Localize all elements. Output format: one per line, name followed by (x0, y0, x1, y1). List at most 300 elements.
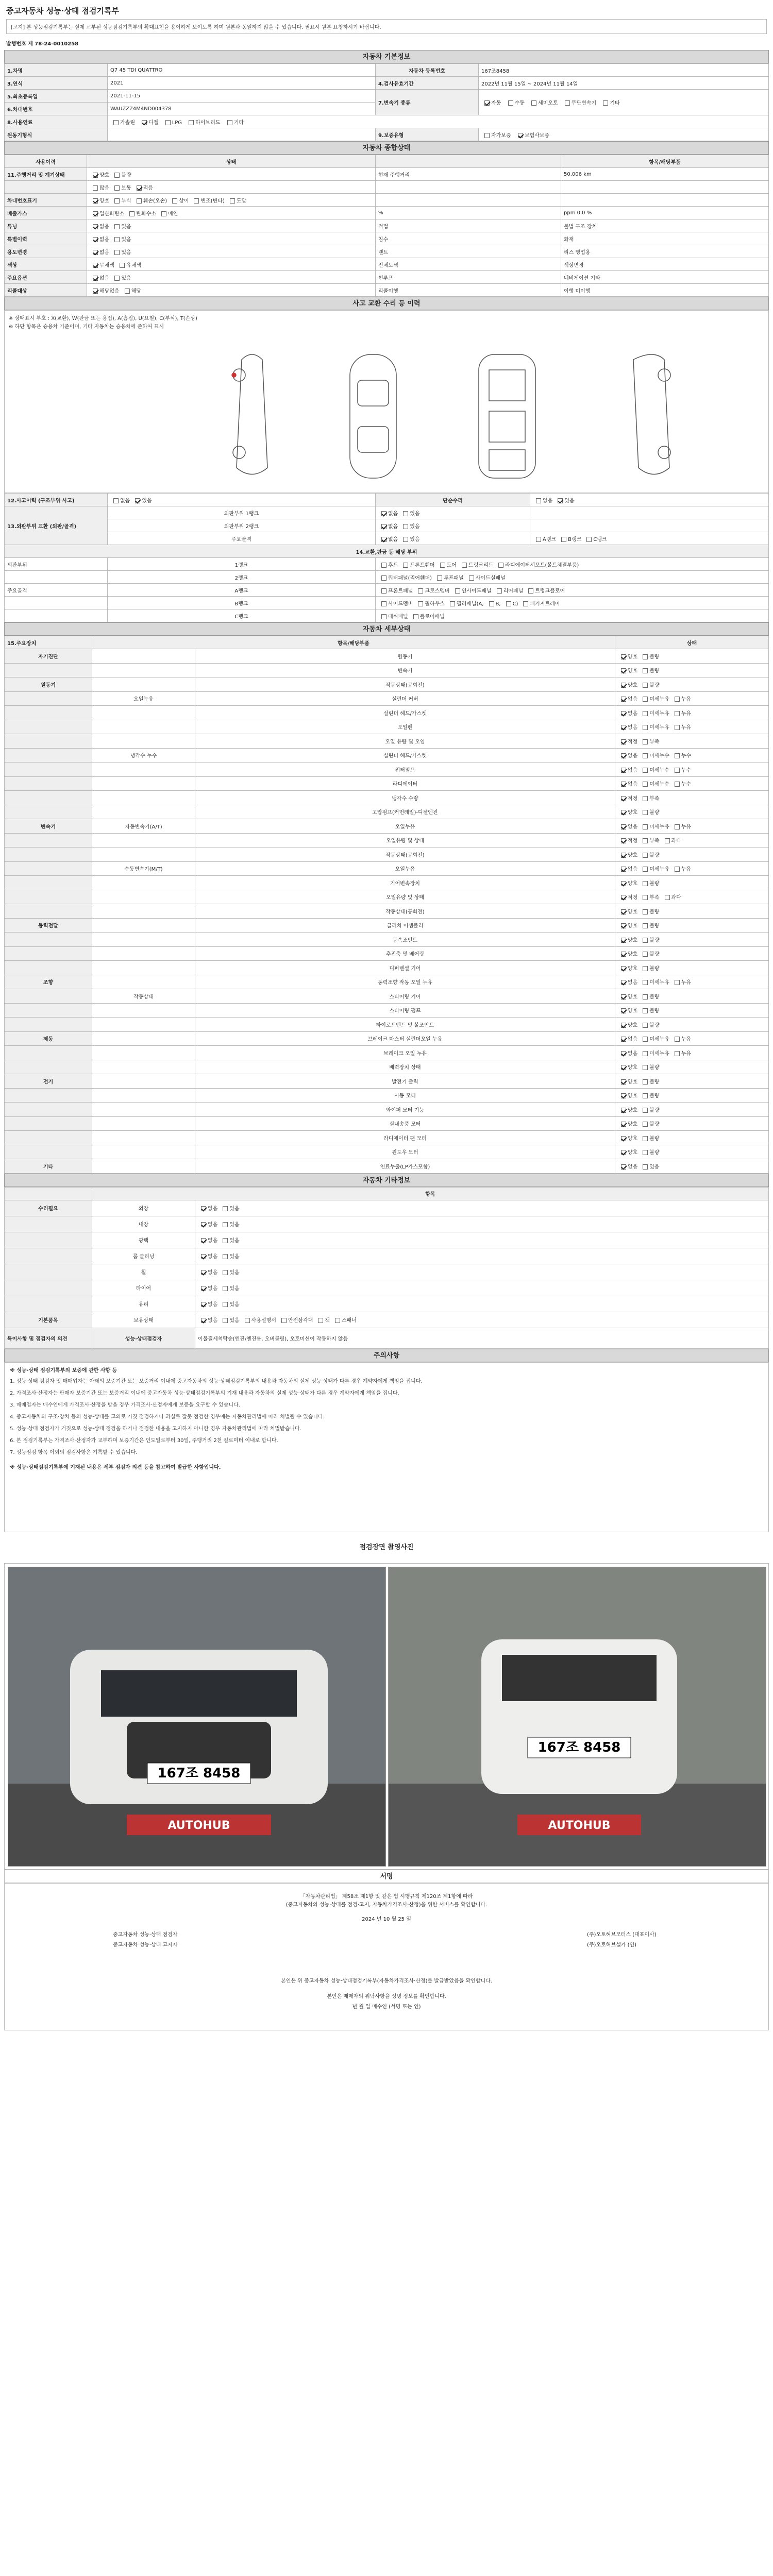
other-item: 보유상태 (92, 1312, 195, 1328)
brand-text: AUTOHUB (548, 1819, 611, 1832)
checkbox (137, 198, 142, 204)
checkbox (643, 938, 648, 943)
other-status (195, 1232, 769, 1248)
caution-line: 1. 성능·상태 점검자 및 매매업자는 아래의 보증기간 또는 보증거리 이내에 중고자동차의 성능·상태점검기록부의 내용과 자동차의 실제 성능 상태가 다른 경우 계약자에게 책임을 집니다. (10, 1378, 423, 1384)
opt-label: 필러패널(A, (456, 601, 484, 607)
opt-label: 미세누유 (649, 1037, 669, 1043)
general-label: 튜닝 (5, 219, 87, 232)
general-row (5, 181, 769, 194)
general-extra: 리콜이행 (376, 284, 561, 297)
checkbox-checked (621, 923, 626, 928)
checkbox-checked (621, 1164, 626, 1170)
checkbox-checked (93, 276, 98, 281)
other-group (5, 1232, 92, 1248)
checkbox (413, 614, 418, 619)
detail-status (615, 961, 768, 975)
checkbox (440, 563, 445, 568)
general-label: 11.주행거리 및 계기상태 (5, 168, 87, 181)
detail-row (5, 833, 769, 848)
detail-group (5, 1060, 92, 1074)
opt-label: 있음 (229, 1206, 240, 1212)
checkbox-checked (621, 980, 626, 985)
checkbox-checked (621, 668, 626, 673)
opt-label: 불량 (649, 937, 660, 943)
rank-options (376, 519, 530, 532)
detail-sub (92, 1088, 195, 1103)
opt-label: 하이브리드 (195, 120, 221, 126)
general-options (87, 168, 376, 181)
checkbox (675, 753, 680, 758)
checkbox (643, 1037, 648, 1042)
opt-label: 루프패널 (444, 575, 464, 581)
label-vin: 6.차대번호 (5, 103, 108, 115)
opt-label: 양호 (99, 198, 110, 204)
detail-item: 시동 모터 (195, 1088, 615, 1103)
accident-options (108, 494, 376, 506)
checkbox-checked (93, 173, 98, 178)
checkbox (643, 824, 648, 829)
detail-sub (92, 1060, 195, 1074)
opt-label: 부식 (121, 198, 131, 204)
opt-label: C랭크 (593, 536, 607, 543)
opt-label: 미세누유 (649, 725, 669, 731)
detail-sub (92, 1074, 195, 1089)
detail-status (615, 1103, 768, 1117)
detail-item: 브레이크 마스터 실린더오일 누유 (195, 1031, 615, 1046)
opt-label: 양호 (627, 1136, 638, 1142)
general-row (5, 168, 769, 181)
front-photo (8, 1567, 386, 1867)
detail-group (5, 833, 92, 848)
detail-item: 오일 유량 및 오염 (195, 734, 615, 749)
opt-label: 있음 (229, 1238, 240, 1244)
checkbox (675, 824, 680, 829)
detail-group (5, 720, 92, 734)
checkbox (437, 575, 442, 581)
opt-label: 수동 (514, 100, 525, 106)
opt-label: 없음 (99, 249, 110, 256)
label-year: 3.연식 (5, 77, 108, 90)
checkbox (675, 980, 680, 985)
inspection-period: 2022년 11월 15일 ~ 2024년 11월 14일 (479, 77, 769, 90)
checkbox (508, 100, 513, 106)
rank-options (376, 532, 530, 545)
detail-sub (92, 1116, 195, 1131)
checkbox-checked (201, 1318, 206, 1323)
other-row (5, 1200, 769, 1216)
detail-status (615, 691, 768, 706)
detail-sub: 작동상태 (92, 989, 195, 1004)
opt-label: 불량 (649, 1122, 660, 1128)
detail-group (5, 1131, 92, 1145)
detail-status (615, 1088, 768, 1103)
opt-label: 잭 (325, 1318, 330, 1324)
sign-line: (중고자동차의 성능·상태를 점검·고지, 자동차가격조사·산정)을 위한 서비스를 확인합니다. (285, 1902, 488, 1908)
detail-row (5, 677, 769, 692)
detail-row (5, 1103, 769, 1117)
detail-group (5, 989, 92, 1004)
checkbox (381, 588, 386, 594)
detail-item: 고압펌프(커먼레일)-디젤엔진 (195, 805, 615, 819)
opt-label: 플로어패널 (419, 614, 445, 620)
detail-group: 변속기 (5, 819, 92, 834)
rear-photo (388, 1567, 766, 1867)
detail-item: 실린더 헤드/가스켓 (195, 706, 615, 720)
checkbox (675, 697, 680, 702)
detail-sub (92, 961, 195, 975)
opt-label: 있음 (229, 1286, 240, 1292)
detail-status (615, 890, 768, 904)
opt-label: 부족 (649, 795, 660, 802)
opt-label: 미세누유 (649, 824, 669, 830)
checkbox (643, 711, 648, 716)
checkbox (643, 1093, 648, 1098)
other-item: 광택 (92, 1232, 195, 1248)
opt-label: 불량 (649, 994, 660, 1000)
detail-status (615, 975, 768, 989)
general-row (5, 219, 769, 232)
opt-label: 상이 (179, 198, 189, 204)
opt-label: 적정 (627, 795, 638, 802)
other-row (5, 1264, 769, 1280)
opt-label: 없음 (208, 1302, 218, 1308)
opt-label: 양호 (627, 1107, 638, 1113)
detail-item: 변속기 (195, 663, 615, 677)
cert-number-value: 제 78-24-0010258 (28, 41, 79, 47)
opt-label: 양호 (627, 952, 638, 958)
opt-label: 불량 (649, 1150, 660, 1156)
detail-group (5, 1003, 92, 1018)
label-plate: 자동차 등록번호 (376, 64, 479, 77)
opt-label: 있음 (229, 1254, 240, 1260)
checkbox (161, 211, 166, 216)
detail-sub (92, 734, 195, 749)
label-inspection: 4.검사유효기간 (376, 77, 479, 90)
opt-label: 미세누수 (649, 782, 669, 788)
legend-line: ※ 상태표시 부호 : X(교환), W(판금 또는 용접), A(흠집), U(요철), C(부식), T(손상) (9, 316, 197, 321)
detail-group (5, 876, 92, 890)
opt-label: 쿼터패널(리어휀더) (388, 575, 432, 581)
general-status-header: 자동차 종합상태 (4, 141, 769, 155)
opt-label: 불량 (649, 654, 660, 660)
opt-label: 양호 (627, 965, 638, 972)
other-item: 외장 (92, 1200, 195, 1216)
checkbox-checked (621, 782, 626, 787)
checkbox-checked (201, 1206, 206, 1211)
checkbox (223, 1302, 228, 1307)
notice-box: [고지] 본 성능점검기록부는 실제 교부된 성능점검기록부의 확대표현을 용이하게 보이도록 하며 원본과 동일하지 않을 수 있습니다. 필요시 원본 요청하시기 바랍니다. (6, 19, 767, 34)
other-item: 내장 (92, 1216, 195, 1232)
detail-status (615, 933, 768, 947)
checkbox (469, 575, 474, 581)
detail-sub (92, 649, 195, 664)
checkbox-checked (621, 711, 626, 716)
general-label: 리콜대상 (5, 284, 87, 297)
checkbox-checked (621, 1008, 626, 1013)
car-outline-drawing (211, 339, 757, 488)
detail-group (5, 1103, 92, 1117)
opt-label: 없음 (99, 275, 110, 281)
other-status (195, 1264, 769, 1280)
checkbox (665, 895, 670, 900)
detail-status (615, 848, 768, 862)
general-row (5, 258, 769, 271)
opt-label: 있음 (142, 498, 152, 504)
general-label: 특별이력 (5, 232, 87, 245)
detail-sub (92, 1031, 195, 1046)
checkbox (223, 1238, 228, 1243)
other-item: 룸 클리닝 (92, 1248, 195, 1264)
opt-label: 불량 (649, 965, 660, 972)
detail-item: 실린더 헤드/가스켓 (195, 748, 615, 762)
detail-row (5, 706, 769, 720)
checkbox (113, 498, 119, 503)
opt-label: 도말 (236, 198, 247, 204)
parts-header: 14.교환,판금 등 해당 부위 (5, 545, 769, 558)
parts-rank: A랭크 (108, 584, 376, 597)
detail-item: 오일펜 (195, 720, 615, 734)
checkbox (484, 133, 490, 138)
checkbox (506, 601, 511, 606)
general-extra (376, 181, 561, 194)
other-group: 기본품목 (5, 1312, 92, 1328)
detail-item: 오일누유 (195, 819, 615, 834)
checkbox-checked (201, 1238, 206, 1243)
opt-label: 불량 (121, 172, 131, 178)
checkbox (643, 668, 648, 673)
detail-sub (92, 918, 195, 933)
detail-status (615, 762, 768, 777)
detail-row (5, 791, 769, 805)
detail-row (5, 1074, 769, 1089)
opt-label: 무채색 (99, 262, 114, 268)
rank-options (376, 506, 530, 519)
detail-sub: 냉각수 누수 (92, 748, 195, 762)
checkbox (93, 185, 98, 191)
opt-label: 불량 (649, 668, 660, 674)
opt-label: 없음 (627, 710, 638, 717)
fuel-options (108, 115, 769, 128)
rank-sub (530, 532, 769, 545)
detail-status (615, 1018, 768, 1032)
checkbox (114, 173, 120, 178)
opt-label: LPG (172, 120, 182, 126)
caution-line: 3. 매매업자는 매수인에게 가격조사·산정을 받을 경우 가격조사·산정자에게 보증을 요구할 수 있습니다. (10, 1402, 240, 1408)
checkbox (643, 782, 648, 787)
general-label: 배출가스 (5, 207, 87, 219)
detail-row (5, 1003, 769, 1018)
checkbox (643, 739, 648, 744)
opt-label: 누수 (681, 767, 692, 773)
opt-label: 자동 (491, 100, 501, 106)
detail-status (615, 1003, 768, 1018)
checkbox-checked (621, 1136, 626, 1141)
opt-label: 양호 (627, 1065, 638, 1071)
checkbox (643, 1150, 648, 1155)
label-repair: 단순수리 (376, 494, 530, 506)
opt-label: 일산화탄소 (99, 211, 125, 217)
detail-group (5, 1018, 92, 1032)
detail-status (615, 1159, 768, 1174)
detail-group: 제동 (5, 1031, 92, 1046)
detail-status (615, 748, 768, 762)
detail-item: 배력장치 상태 (195, 1060, 615, 1074)
detail-sub (92, 791, 195, 805)
opt-label: 있음 (121, 249, 131, 256)
detail-status (615, 833, 768, 848)
opt-label: 디젤 (148, 120, 159, 126)
opt-label: 양호 (627, 668, 638, 674)
detail-row (5, 1131, 769, 1145)
parts-list (376, 609, 769, 622)
other-row (5, 1216, 769, 1232)
caution-line: 6. 본 점검기록부는 가격조사·산정자가 교부하며 보증기간은 인도일로부터 30일, 주행거리 2천 킬로미터 이내로 합니다. (10, 1437, 278, 1444)
certificate-number: 발행번호 제 78-24-0010258 (6, 41, 79, 47)
general-options (87, 271, 376, 284)
document-title: 중고자동차 성능·상태 점검기록부 (6, 6, 120, 15)
checkbox (165, 120, 171, 125)
col-item: 항목/해당부품 (92, 636, 615, 649)
car-diagram (4, 310, 769, 493)
detail-group (5, 946, 92, 961)
general-row (5, 232, 769, 245)
detail-item: 스티어링 기어 (195, 989, 615, 1004)
detail-group (5, 762, 92, 777)
opt-label: 양호 (627, 1093, 638, 1099)
opt-label: 훼손(오손) (143, 198, 167, 204)
opt-label: 양호 (99, 172, 110, 178)
checkbox (223, 1254, 228, 1259)
other-row (5, 1232, 769, 1248)
opt-label: 없음 (120, 498, 130, 504)
checkbox (643, 697, 648, 702)
buyer-sign-line: 년 월 일 매수인 (서명 또는 인) (352, 2004, 421, 2010)
buyer-confirm-2: 본인은 매매자의 위탁사항을 성명 정보를 확인합니다. (327, 1993, 446, 1999)
checkbox (675, 1051, 680, 1056)
detail-status (615, 946, 768, 961)
checkbox (120, 263, 125, 268)
checkbox (643, 796, 648, 801)
opt-label: 누유 (681, 867, 692, 873)
checkbox (418, 588, 423, 594)
opt-label: 누유 (681, 1037, 692, 1043)
detail-status (615, 819, 768, 834)
general-label (5, 181, 87, 194)
opt-label: 있음 (229, 1270, 240, 1276)
detail-status (615, 876, 768, 890)
checkbox (643, 725, 648, 730)
detail-item: 디퍼렌셜 기어 (195, 961, 615, 975)
detail-status (615, 1060, 768, 1074)
checkbox-checked (621, 994, 626, 999)
other-row (5, 1312, 769, 1328)
first-registration: 2021-11-15 (108, 90, 376, 103)
checkbox (455, 588, 460, 594)
checkbox (113, 120, 119, 125)
accident-table (4, 493, 769, 622)
caution-title: ※ 성능·상태 점검기록부의 보증에 관한 사항 등 (10, 1367, 117, 1374)
general-extra: 침수 (376, 232, 561, 245)
checkbox-checked (93, 289, 98, 294)
checkbox-checked (201, 1286, 206, 1291)
parts-rank: 2랭크 (108, 571, 376, 584)
detail-row (5, 649, 769, 664)
checkbox-checked (621, 810, 626, 815)
detail-group (5, 961, 92, 975)
opt-label: 누유 (681, 725, 692, 731)
opt-label: 없음 (208, 1238, 218, 1244)
checkbox-checked (93, 224, 98, 229)
plate-text: 167조 8458 (537, 1739, 621, 1755)
general-label: 주요옵션 (5, 271, 87, 284)
detail-item: 기어변속장치 (195, 876, 615, 890)
checkbox-checked (201, 1302, 206, 1307)
checkbox-checked (621, 683, 626, 688)
inspector-value: (주)오토허브모터스 (대표이사) (587, 1931, 657, 1938)
checkbox (403, 524, 408, 529)
document (4, 0, 769, 2030)
opt-label: 미세누유 (649, 710, 669, 717)
opt-label: 불량 (649, 810, 660, 816)
label-warranty: 9.보증유형 (376, 128, 479, 141)
opt-label: 있음 (121, 275, 131, 281)
detail-row (5, 861, 769, 876)
detail-status (615, 663, 768, 677)
detail-group: 전기 (5, 1074, 92, 1089)
checkbox-checked (93, 198, 98, 204)
detail-row (5, 1060, 769, 1074)
general-options (87, 194, 376, 207)
opt-label: 있음 (229, 1222, 240, 1228)
detail-sub (92, 946, 195, 961)
opt-label: 없음 (543, 498, 553, 504)
checkbox (675, 768, 680, 773)
checkbox (381, 563, 386, 568)
detail-sub (92, 1145, 195, 1159)
checkbox (643, 994, 648, 999)
detail-group (5, 848, 92, 862)
checkbox-checked (621, 966, 626, 971)
checkbox (643, 881, 648, 886)
checkbox-checked (93, 250, 98, 255)
checkbox-checked (621, 654, 626, 659)
other-status (195, 1200, 769, 1216)
detail-row (5, 1046, 769, 1060)
detail-header: 자동차 세부상태 (4, 622, 769, 636)
detail-status (615, 1046, 768, 1060)
detail-item: 와이퍼 모터 기능 (195, 1103, 615, 1117)
other-status (195, 1312, 769, 1328)
general-options (87, 245, 376, 258)
brand-text: AUTOHUB (167, 1819, 230, 1832)
detail-row (5, 933, 769, 947)
opt-label: 자가보증 (491, 132, 511, 139)
opt-label: 없음 (208, 1254, 218, 1260)
checkbox (665, 838, 670, 843)
checkbox-checked (621, 909, 626, 914)
detail-group: 자기진단 (5, 649, 92, 664)
opt-label: 사이드멤버 (388, 601, 413, 607)
detail-sub (92, 663, 195, 677)
checkbox (403, 537, 408, 542)
opt-label: 적정 (627, 739, 638, 745)
checkbox (497, 588, 502, 594)
opt-label: 누유 (681, 697, 692, 703)
general-value: 화재 (561, 232, 769, 245)
parts-rank: C랭크 (108, 609, 376, 622)
detail-status (615, 861, 768, 876)
checkbox (418, 601, 423, 606)
